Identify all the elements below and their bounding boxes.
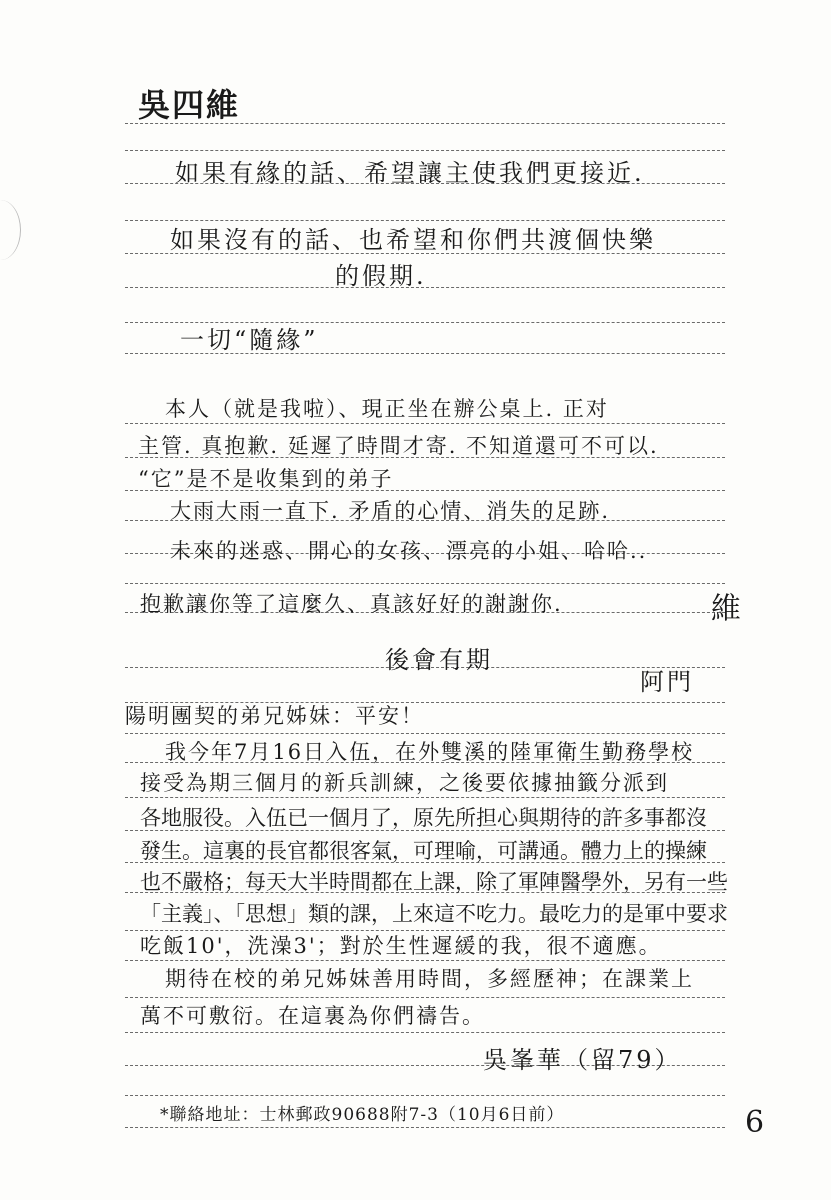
letter-line: 吃飯10'，洗澡3'；對於生性遲緩的我，很不適應。 (140, 934, 662, 958)
letter-greeting: 陽明團契的弟兄姊妹：平安！ (125, 704, 424, 728)
letter-line: 也不嚴格；每天大半時間都在上課，除了軍陣醫學外，另有一些 (140, 870, 728, 894)
letter-line: 「主義」、「思想」類的課，上來這不吃力。最吃力的是軍中要求 (140, 902, 728, 926)
note-line: 本人（就是我啦）、現正坐在辦公桌上. 正对 (165, 397, 609, 421)
side-mark: 維 (705, 592, 740, 622)
note-closing: 後會有期 (385, 646, 493, 674)
letter-line: 萬不可敷衍。在這裏為你們禱告。 (140, 1004, 485, 1028)
letter-line: 期待在校的弟兄姊妹善用時間，多經歷神；在課業上 (165, 967, 694, 991)
contact-address: *聯絡地址：士林郵政90688附7-3（10月6日前） (160, 1105, 565, 1125)
letter-line: 發生。這裏的長官都很客氣，可理喻，可講通。體力上的操練 (140, 839, 707, 863)
page-title: 吳四維 (138, 86, 241, 124)
note-line: 主管. 真抱歉. 延遲了時間才寄. 不知道還可不可以. (138, 434, 659, 458)
letter-line: 各地服役。入伍已一個月了，原先所担心與期待的許多事都沒 (140, 806, 707, 830)
note-line: “它”是不是收集到的弟子 (138, 467, 394, 491)
letter-signature: 吳峯華（留79） (483, 1046, 682, 1074)
note-amen: 阿門 (640, 668, 694, 696)
note-line: 未來的迷惑、開心的女孩、漂亮的小姐、哈哈.. (170, 539, 648, 563)
note-line: 一切“隨緣” (180, 326, 319, 354)
note-line: 如果沒有的話、也希望和你們共渡個快樂 (170, 226, 656, 254)
page-number: 6 (745, 1105, 768, 1140)
note-line: 抱歉讓你等了這麼久、真該好好的謝謝你. (140, 592, 563, 616)
letter-line: 接受為期三個月的新兵訓練，之後要依據抽籤分派到 (140, 771, 669, 795)
note-line: 如果有緣的話、希望讓主使我們更接近. (175, 159, 645, 187)
letter-line: 我今年7月16日入伍，在外雙溪的陸軍衛生勤務學校 (165, 740, 695, 764)
note-line: 的假期. (335, 262, 427, 290)
note-line: 大雨大雨一直下. 矛盾的心情、消失的足跡. (170, 499, 611, 523)
punch-hole-shadow (0, 200, 21, 260)
